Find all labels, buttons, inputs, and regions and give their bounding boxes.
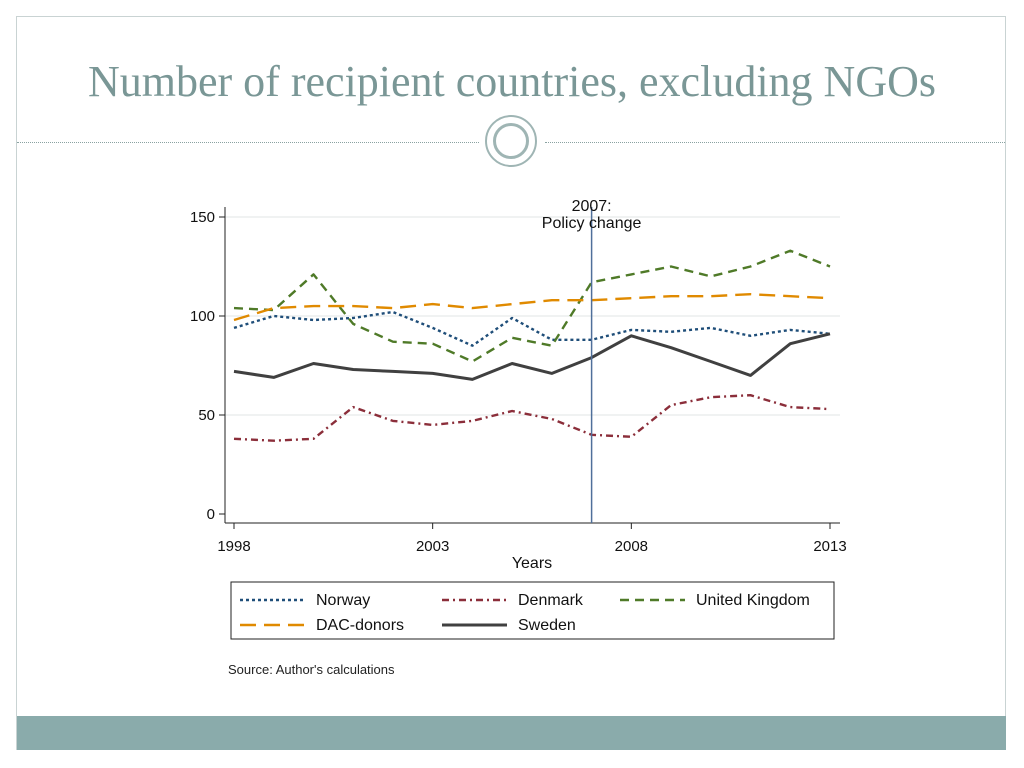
- y-tick-label: 50: [198, 407, 215, 424]
- slide-title: Number of recipient countries, excluding NGOs: [88, 57, 936, 106]
- x-tick-label: 2013: [813, 538, 847, 555]
- x-tick-label: 2003: [415, 538, 450, 555]
- footer-bar: [17, 716, 1006, 750]
- y-tick-label: 100: [189, 308, 215, 325]
- series-line-united-kingdom: [234, 251, 830, 362]
- x-tick-label: 2008: [614, 538, 649, 555]
- annotation-line1: 2007:: [571, 198, 612, 215]
- x-axis-title: Years: [511, 555, 553, 572]
- annotation-line2: Policy change: [541, 215, 642, 232]
- x-tick-label: 1998: [217, 538, 251, 555]
- legend-label: Sweden: [518, 617, 576, 634]
- legend-label: DAC-donors: [316, 617, 405, 634]
- series-line-denmark: [234, 395, 830, 441]
- y-tick-label: 0: [206, 506, 215, 523]
- legend-label: United Kingdom: [696, 592, 810, 609]
- legend-label: Norway: [316, 592, 371, 609]
- y-tick-label: 150: [189, 209, 215, 226]
- legend-label: Denmark: [518, 592, 583, 609]
- source-note: Source: Author's calculations: [228, 662, 395, 677]
